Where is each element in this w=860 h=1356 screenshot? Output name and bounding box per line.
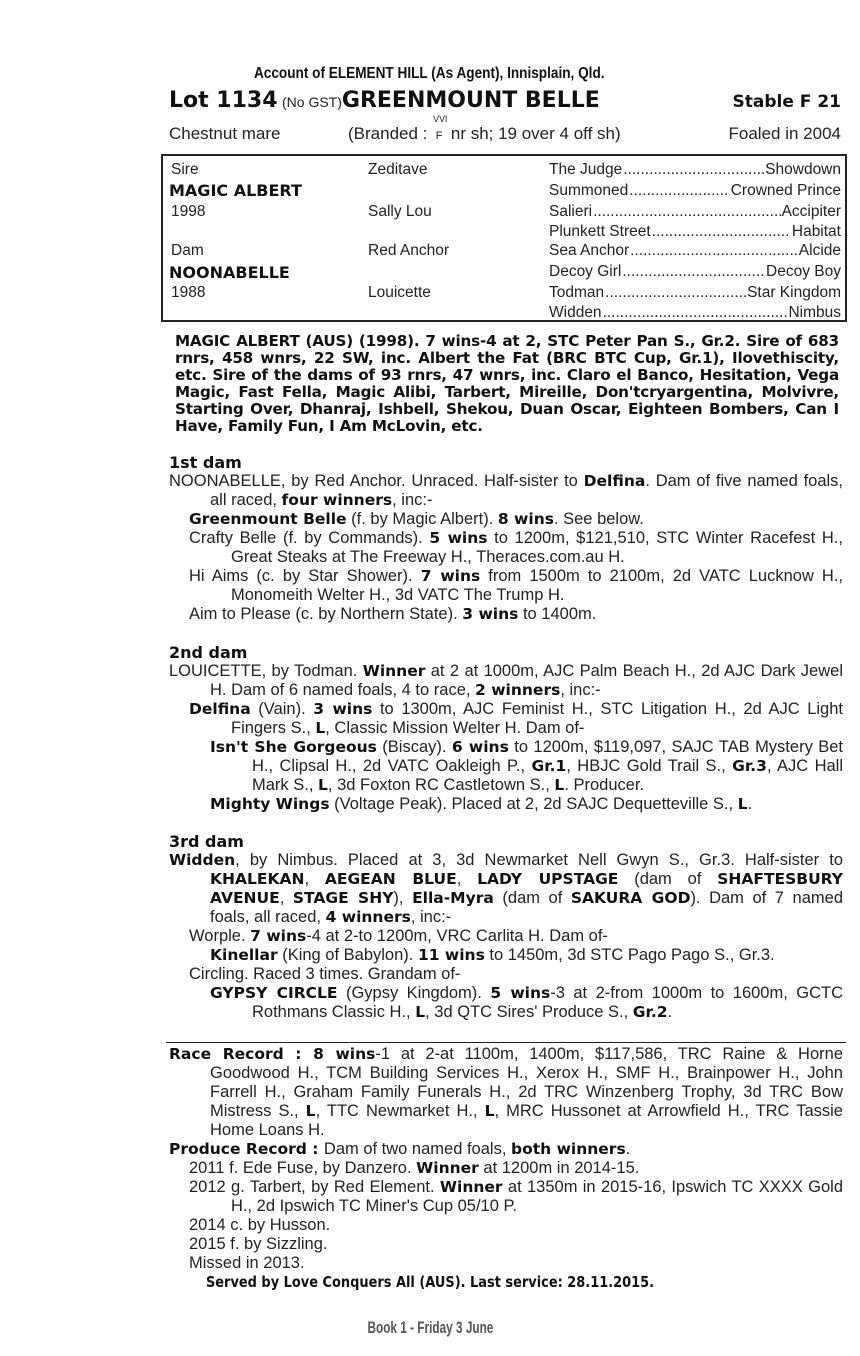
dam-dam: Louicette [368, 284, 431, 301]
third-dam-intro: Widden, by Nimbus. Placed at 3, 3d Newmarket Nell Gwyn S., Gr.3. Half-sister to KHALEKAN, AEGEAN BLUE, LADY UPSTAGE (dam of SHAFTESBURY AVENUE, STAGE SHY), Ella-Myra (dam of SAKURA GOD). Dam of 7 named foals, all raced, 4 winners, inc:- [169, 851, 843, 926]
grandparent-row: Sea Anchor ..... Alcide [549, 242, 841, 260]
produce-entry: Missed in 2013. [189, 1254, 305, 1272]
produce-entry: 2012 g. Tarbert, by Red Element. Winner at 1350m in 2015-16, Ipswich TC XXXX Gold H., 2d Ipswich TC Miner's Cup 05/10 P. [189, 1178, 844, 1215]
foal-entry: Isn't She Gorgeous (Biscay). 6 wins to 1200m, $119,097, SAJC TAB Mystery Bet H., Clipsal H., 2d VATC Oakleigh P., Gr.1, HBJC Gold Trail S., Gr.3, AJC Hall Mark S., L, 3d Foxton RC Castletown S., L. Producer. [210, 738, 844, 794]
sire-label: Sire [171, 161, 199, 178]
race-record: Race Record : 8 wins-1 at 2-at 1100m, 1400m, $117,586, TRC Raine & Horne Goodwood H., TCM Building Services H., Xerox H., SMF H., Brainpower H., John Farrell H., Graham Family Funerals H., 2d TRC Winzenberg Trophy, 3d TRC Bow Mistress S., L, TTC Newmarket H., L, MRC Hussonet at Arrowfield H., TRC Tassie Home Loans H. [169, 1045, 843, 1139]
brand-mark [432, 114, 448, 144]
grandparent-row: The Judge ..... Showdown [549, 161, 841, 179]
section-divider [166, 1042, 846, 1043]
horse-name: GREENMOUNT BELLE [341, 88, 600, 113]
dam-sire: Red Anchor [368, 242, 449, 259]
brand-mark-bottom: F [435, 130, 443, 142]
horse-description [169, 114, 841, 144]
grandparent-row: Summoned ..... Crowned Prince [549, 182, 841, 200]
produce-record: Produce Record : Dam of two named foals, both winners. [169, 1140, 631, 1158]
sire-sire: Zeditave [368, 161, 428, 178]
page-footer: Book 1 - Friday 3 June [367, 1319, 494, 1337]
third-dam-heading: 3rd dam [169, 832, 244, 851]
third-dam-section [169, 832, 843, 1022]
lot-number: Lot 1134 [169, 88, 278, 113]
foaled-year: Foaled in 2004 [728, 124, 841, 143]
lot-header [169, 88, 841, 116]
sire-year: 1998 [171, 203, 206, 220]
brand-suffix: nr sh; 19 over 4 off sh) [450, 124, 621, 143]
foal-entry: Mighty Wings (Voltage Peak). Placed at 2, 2d SAJC Dequetteville S., L. [210, 795, 753, 813]
foal-entry: Circling. Raced 3 times. Grandam of- [189, 965, 461, 983]
foal-entry: Crafty Belle (f. by Commands). 5 wins to 1200m, $121,510, STC Winter Racefest H., Great Steaks at The Freeway H., Theraces.com.au H. [189, 529, 843, 566]
sire-dam: Sally Lou [368, 203, 432, 220]
records-section [169, 1045, 843, 1273]
produce-entry: 2015 f. by Sizzling. [189, 1235, 328, 1253]
brand-mark-top: VVl [433, 114, 448, 124]
first-dam-intro: NOONABELLE, by Red Anchor. Unraced. Half-sister to Delfina. Dam of five named foals, all raced, four winners, inc:- [169, 472, 844, 509]
sire-summary: MAGIC ALBERT (AUS) (1998). 7 wins-4 at 2, STC Peter Pan S., Gr.2. Sire of 683 rnrs, 458 wnrs, 22 SW, inc. Albert the Fat (BRC BTC Cup, Gr.1), Ilovethiscity, etc. Sire of the dams of 93 rnrs, 47 wnrs, inc. Claro el Banco, Hesitation, Vega Magic, Fast Fella, Magic Alibi, Tarbert, Mireille, Don'tcryargentina, Molvivre, Starting Over, Dhanraj, Ishbell, Shekou, Duan Oscar, Eighteen Bombers, Can I Have, Family Fun, I Am McLovin, etc. [175, 332, 839, 435]
grandparent-row: Plunkett Street ..... Habitat [549, 223, 841, 241]
second-dam-intro: LOUICETTE, by Todman. Winner at 2 at 1000m, AJC Palm Beach H., 2d AJC Dark Jewel H. Dam of 6 named foals, 4 to race, 2 winners, inc:- [169, 662, 843, 699]
brand-prefix: (Branded : [348, 124, 428, 143]
foal-entry: Aim to Please (c. by Northern State). 3 wins to 1400m. [189, 605, 597, 623]
second-dam-section [169, 643, 843, 814]
foal-entry: Worple. 7 wins-4 at 2-to 1200m, VRC Carlita H. Dam of- [189, 927, 608, 945]
dam-label: Dam [171, 242, 204, 259]
sire-name: MAGIC ALBERT [169, 181, 302, 200]
stable-number: Stable F 21 [732, 92, 841, 112]
second-dam-heading: 2nd dam [169, 643, 248, 662]
grandparent-row: Salieri ..... Accipiter [549, 203, 841, 221]
foal-entry: GYPSY CIRCLE (Gypsy Kingdom). 5 wins-3 at 2-from 1000m to 1600m, GCTC Rothmans Classic H., L, 3d QTC Sires' Produce S., Gr.2. [210, 984, 843, 1021]
foal-entry: Greenmount Belle (f. by Magic Albert). 8 wins. See below. [189, 510, 644, 528]
grandparent-row: Decoy Girl ..... Decoy Boy [549, 263, 841, 281]
grandparent-row: Widden ..... Nimbus [549, 304, 841, 322]
first-dam-section [169, 453, 843, 624]
dam-year: 1988 [171, 284, 206, 301]
vendor-account: Account of ELEMENT HILL (As Agent), Innisplain, Qld. [253, 65, 605, 82]
served-by-note: Served by Love Conquers All (AUS). Last service: 28.11.2015. [205, 1273, 655, 1291]
brand-description [348, 114, 621, 144]
foal-entry: Hi Aims (c. by Star Shower). 7 wins from 1500m to 2100m, 2d VATC Lucknow H., Monomeith Welter H., 3d VATC The Trump H. [189, 567, 843, 604]
produce-entry: 2011 f. Ede Fuse, by Danzero. Winner at 1200m in 2014-15. [189, 1159, 640, 1177]
dam-name: NOONABELLE [169, 263, 290, 282]
gst-note: (No GST) [282, 94, 342, 110]
horse-sex-colour: Chestnut mare [169, 124, 281, 143]
foal-entry: Delfina (Vain). 3 wins to 1300m, AJC Feminist H., STC Litigation H., 2d AJC Light Fingers S., L, Classic Mission Welter H. Dam of- [189, 700, 843, 737]
foal-entry: Kinellar (King of Babylon). 11 wins to 1450m, 3d STC Pago Pago S., Gr.3. [210, 946, 775, 964]
grandparent-row: Todman ..... Star Kingdom [549, 284, 841, 302]
first-dam-heading: 1st dam [169, 453, 242, 472]
pedigree-table [161, 154, 847, 322]
produce-entry: 2014 c. by Husson. [189, 1216, 331, 1234]
